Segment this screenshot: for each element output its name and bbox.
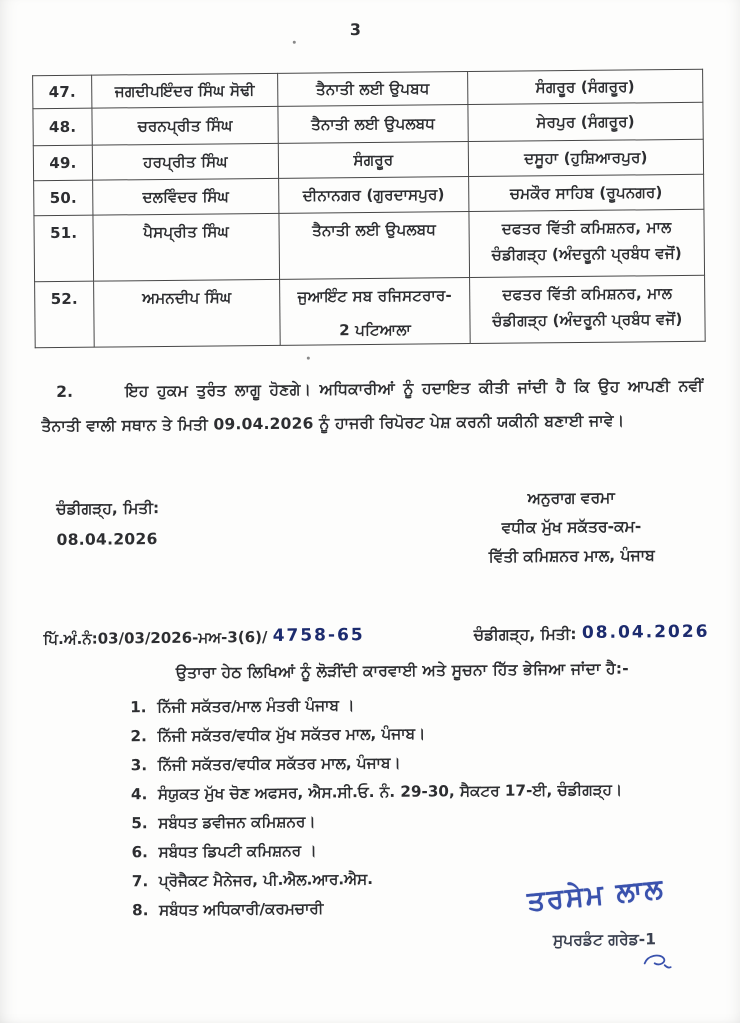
cell-current-posting: ਦੀਨਾਨਗਰ (ਗੁਰਦਾਸਪੁਰ) [279, 177, 469, 214]
endorsement-line [43, 623, 709, 649]
endorsement-date-handwritten: 08.04.2026 [581, 621, 710, 643]
cell-officer-name: ਪੈਸਪ੍ਰੀਤ ਸਿੰਘ [93, 213, 280, 281]
table-row [34, 209, 705, 281]
cell-officer-name: ਦਲਵਿੰਦਰ ਸਿੰਘ [93, 178, 279, 215]
cell-officer-name: ਚਰਨਪ੍ਰੀਤ ਸਿੰਘ [92, 106, 278, 145]
order-paragraph [41, 369, 704, 443]
endorsement-place-date [474, 623, 710, 645]
issue-date: 08.04.2026 [56, 530, 158, 550]
paragraph-text: ਇਹ ਹੁਕਮ ਤੁਰੰਤ ਲਾਗੂ ਹੋਣਗੇ। ਅਧਿਕਾਰੀਆਂ ਨੂੰ ਹਦਾਇਤ ਕੀਤੀ ਜਾਂਦੀ ਹੈ ਕਿ ਉਹ ਆਪਣੀ ਨਵੀਂ ਤੈਨਾਤੀ ਵਾਲੀ ਸਥਾਨ ਤੇ ਮਿਤੀ 09.04.2026 ਨੂੰ ਹਾਜਰੀ ਰਿਪੋਰਟ ਪੇਸ਼ ਕਰਨੀ ਯਕੀਨੀ ਬਣਾਈ ਜਾਵੇ। [41, 376, 704, 436]
paragraph-number: 2. [56, 382, 74, 402]
reference-number [43, 626, 364, 649]
cell-current-posting: ਤੈਨਾਤੀ ਲਈ ਉਪਲਬਧ [279, 212, 470, 280]
signatory-block [440, 483, 703, 573]
reference-printed: ਪਿੱ.ਅੰ.ਨੰ:03/03/2026-ਮਅ-3(6)/ [43, 627, 268, 649]
cell-officer-name: ਅਮਨਦੀਪ ਸਿੰਘ [94, 279, 281, 347]
endorsement-place-label: ਚੰਡੀਗੜ੍ਹ, ਮਿਤੀ: [473, 625, 577, 645]
list-item: 6. ਸਬੰਧਤ ਡਿਪਟੀ ਕਮਿਸ਼ਨਰ । [131, 841, 317, 862]
cell-serial: 50. [34, 180, 93, 216]
cell-new-posting: ਦਸੂਹਾ (ਹੁਸ਼ਿਆਰਪੁਰ) [468, 139, 703, 176]
cell-current-posting: ਤੈਨਾਤੀ ਲਈ ਉਪਬਧ [278, 72, 468, 107]
cell-new-posting: ਦਫਤਰ ਵਿੱਤੀ ਕਮਿਸ਼ਨਰ, ਮਾਲ ਚੰਡੀਗੜ੍ਹ (ਅੰਦਰੂਨੀ ਪ੍ਰਬੰਧ ਵਜੋਂ) [470, 275, 706, 343]
scan-artifact-dot [293, 41, 296, 44]
scan-artifact-dot [307, 357, 310, 360]
list-item: 7. ਪ੍ਰੋਜੈਕਟ ਮੈਨੇਜਰ, ਪੀ.ਐਲ.ਆਰ.ਐਸ. [131, 869, 374, 891]
issue-place-label: ਚੰਡੀਗੜ੍ਹ, ਮਿਤੀ: [56, 499, 160, 519]
cell-new-posting: ਸੇਰਪੁਰ (ਸੰਗਰੂਰ) [468, 102, 703, 141]
list-item: 3. ਨਿੱਜੀ ਸਕੱਤਰ/ਵਧੀਕ ਸਕੱਤਰ ਮਾਲ, ਪੰਜਾਬ। [130, 753, 401, 775]
cell-current-posting: ਜੁਆਇੰਟ ਸਬ ਰਜਿਸਟਰਾਰ- 2 ਪਟਿਆਲਾ [280, 278, 471, 346]
signatory-designation-2: ਵਿੱਤੀ ਕਮਿਸ਼ਨਰ ਮਾਲ, ਪੰਜਾਬ [488, 546, 655, 566]
issue-place-date [56, 499, 159, 549]
list-item: 1. ਨਿੱਜੀ ਸਕੱਤਰ/ਮਾਲ ਮੰਤਰੀ ਪੰਜਾਬ । [130, 696, 355, 717]
cell-serial: 49. [33, 145, 92, 181]
list-item: 5. ਸਬੰਧਤ ਡਵੀਜਨ ਕਮਿਸ਼ਨਰ। [131, 812, 316, 833]
signatory-name: ਅਨੁਰਾਗ ਵਰਮਾ [527, 488, 615, 508]
table-row [33, 102, 703, 145]
table-row [35, 275, 706, 347]
list-item: 4. ਸੰਯੁਕਤ ਮੁੱਖ ਚੋਣ ਅਫਸਰ, ਐਸ.ਸੀ.ਓ. ਨੰ. 29-30, ਸੈਕਟਰ 17-ਈ, ਚੰਡੀਗੜ੍ਹ। [130, 780, 623, 804]
cell-new-posting: ਦਫਤਰ ਵਿੱਤੀ ਕਮਿਸ਼ਨਰ, ਮਾਲ ਚੰਡੀਗੜ੍ਹ (ਅੰਦਰੂਨੀ ਪ੍ਰਬੰਧ ਵਜੋਂ) [469, 209, 705, 277]
cell-serial: 47. [33, 75, 92, 109]
cell-officer-name: ਹਰਪ੍ਰੀਤ ਸਿੰਘ [92, 143, 278, 180]
copy-forward-line: ਉਤਾਰਾ ਹੇਠ ਲਿਖਿਆਂ ਨੂੰ ਲੋੜੀਂਦੀ ਕਾਰਵਾਈ ਅਤੇ ਸੂਚਨਾ ਹਿੱਤ ਭੇਜਿਆ ਜਾਂਦਾ ਹੈ:- [175, 659, 629, 682]
cell-serial: 48. [33, 108, 92, 146]
handwritten-signature: ਤਰਸੇਮ ਲਾਲ [526, 873, 666, 918]
cell-new-posting: ਸੰਗਰੂਰ (ਸੰਗਰੂਰ) [468, 69, 703, 104]
cell-current-posting: ਤੈਨਾਤੀ ਲਈ ਉਪਲਬਧ [278, 105, 468, 144]
cell-current-posting: ਸੰਗਰੂਰ [278, 142, 468, 179]
signature-flourish-icon [641, 951, 675, 977]
signatory-designation-1: ਵਧੀਕ ਮੁੱਖ ਸਕੱਤਰ-ਕਮ- [501, 517, 642, 537]
reference-handwritten: 4758-65 [272, 625, 365, 646]
cell-serial: 52. [35, 281, 95, 348]
list-item: 8. ਸਬੰਧਤ ਅਧਿਕਾਰੀ/ਕਰਮਚਾਰੀ [132, 899, 324, 920]
page-number: 3 [349, 20, 362, 40]
cell-officer-name: ਜਗਦੀਪਇੰਦਰ ਸਿੰਘ ਸੋਢੀ [92, 73, 278, 108]
cell-new-posting: ਚਮਕੌਰ ਸਾਹਿਬ (ਰੂਪਨਗਰ) [469, 174, 704, 211]
list-item: 2. ਨਿੱਜੀ ਸਕੱਤਰ/ਵਧੀਕ ਮੁੱਖ ਸਕੱਤਰ ਮਾਲ, ਪੰਜਾਬ। [130, 724, 426, 746]
superintendent-designation: ਸੁਪਰਡੰਟ ਗਰੇਡ-1 [552, 930, 657, 950]
postings-table [32, 69, 706, 348]
cell-serial: 51. [34, 215, 94, 282]
